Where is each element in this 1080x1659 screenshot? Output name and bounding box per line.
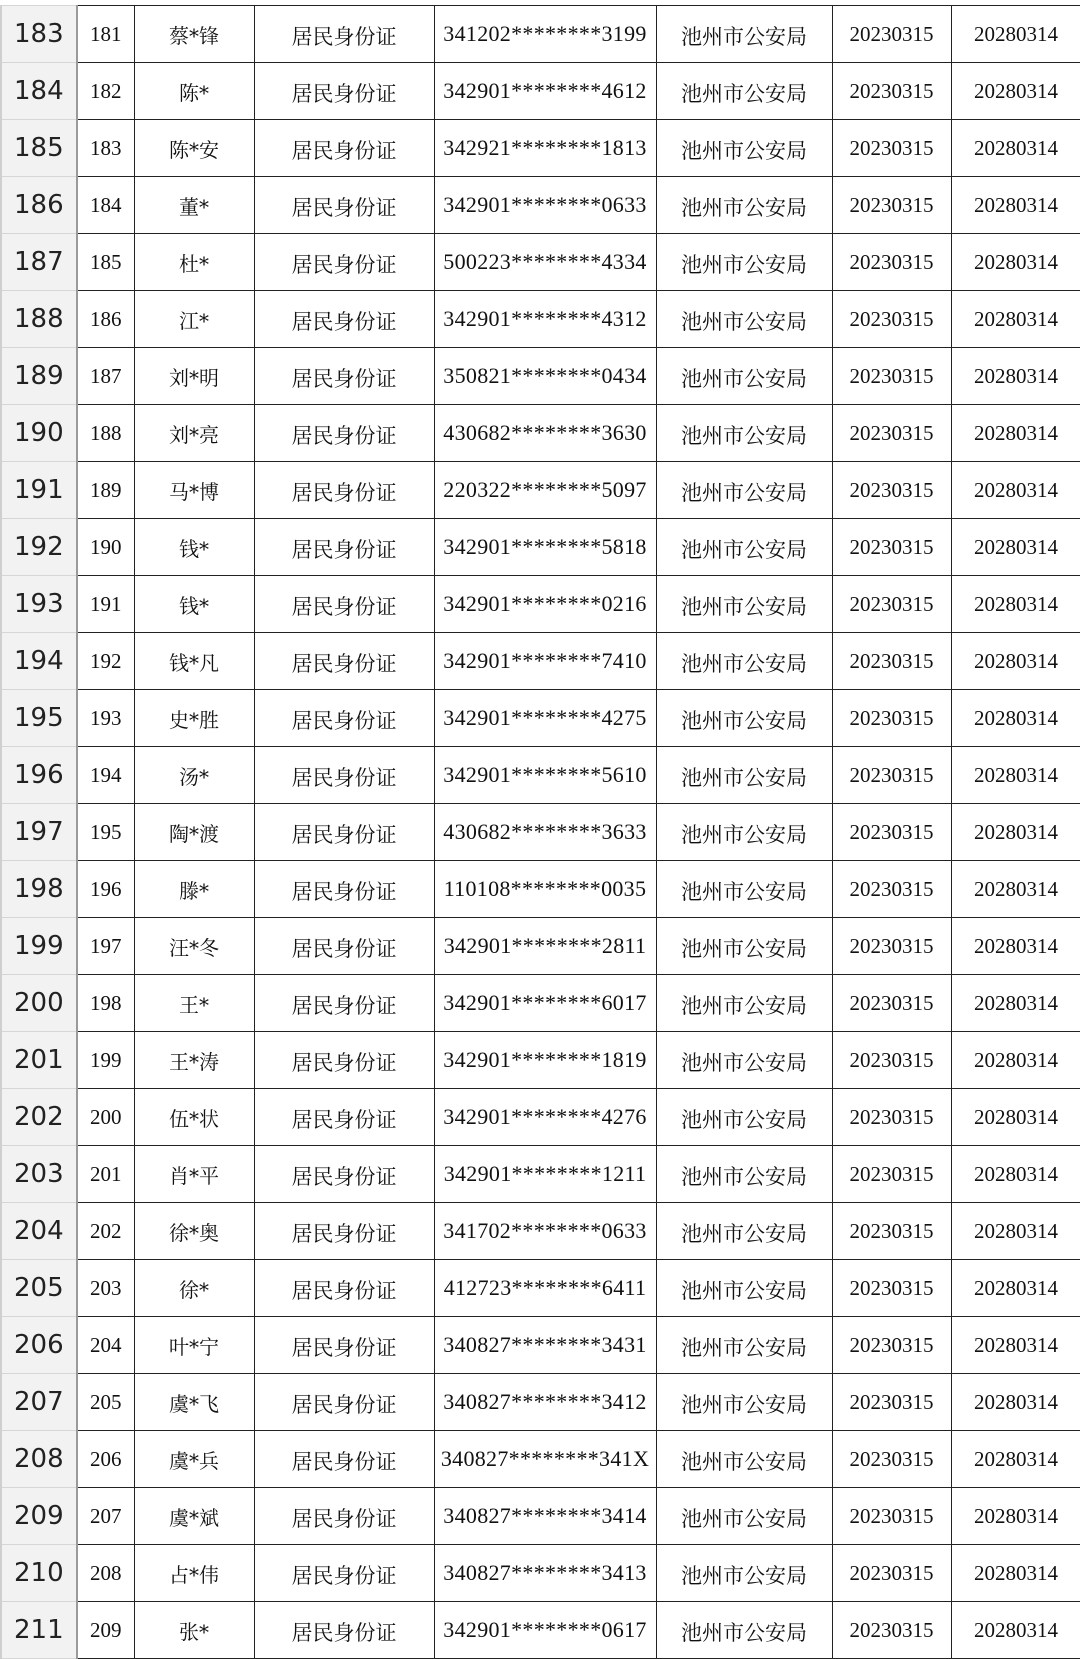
cell-document-type[interactable]: 居民身份证 [254,6,434,63]
cell-name[interactable]: 马*博 [134,462,254,519]
cell-name[interactable]: 江* [134,291,254,348]
cell-valid-from[interactable]: 20230315 [832,804,951,861]
cell-name[interactable]: 虞*飞 [134,1374,254,1431]
row-header-number[interactable]: 202 [1,1089,77,1146]
cell-valid-until[interactable]: 20280314 [951,6,1080,63]
cell-valid-from[interactable]: 20230315 [832,747,951,804]
cell-id-number[interactable]: 342901********4275 [434,690,656,747]
cell-seq-number[interactable]: 203 [77,1260,134,1317]
cell-seq-number[interactable]: 198 [77,975,134,1032]
cell-id-number[interactable]: 350821********0434 [434,348,656,405]
cell-document-type[interactable]: 居民身份证 [254,405,434,462]
cell-valid-until[interactable]: 20280314 [951,1032,1080,1089]
cell-issuing-authority[interactable]: 池州市公安局 [656,1431,832,1488]
cell-document-type[interactable]: 居民身份证 [254,1089,434,1146]
table-row [1,918,1080,975]
cell-issuing-authority[interactable]: 池州市公安局 [656,747,832,804]
cell-id-number[interactable]: 340827********3412 [434,1374,656,1431]
cell-name[interactable]: 陈* [134,63,254,120]
cell-seq-number[interactable]: 190 [77,519,134,576]
cell-id-number[interactable]: 342901********4276 [434,1089,656,1146]
cell-valid-from[interactable]: 20230315 [832,576,951,633]
row-header-number[interactable]: 198 [1,861,77,918]
cell-id-number[interactable]: 342901********0633 [434,177,656,234]
cell-valid-from[interactable]: 20230315 [832,690,951,747]
cell-name[interactable]: 史*胜 [134,690,254,747]
cell-name[interactable]: 刘*明 [134,348,254,405]
table-row [1,1317,1080,1374]
cell-seq-number[interactable]: 183 [77,120,134,177]
row-header-number[interactable]: 210 [1,1545,77,1602]
cell-valid-until[interactable]: 20280314 [951,1146,1080,1203]
row-header-number[interactable]: 203 [1,1146,77,1203]
cell-issuing-authority[interactable]: 池州市公安局 [656,1602,832,1659]
cell-valid-until[interactable]: 20280314 [951,576,1080,633]
cell-id-number[interactable]: 341202********3199 [434,6,656,63]
cell-valid-from[interactable]: 20230315 [832,405,951,462]
table-row [1,1488,1080,1545]
table-row [1,1032,1080,1089]
cell-seq-number[interactable]: 187 [77,348,134,405]
cell-valid-until[interactable]: 20280314 [951,1602,1080,1659]
row-header-number[interactable]: 186 [1,177,77,234]
cell-id-number[interactable]: 340827********3413 [434,1545,656,1602]
cell-document-type[interactable]: 居民身份证 [254,1374,434,1431]
table-row [1,177,1080,234]
cell-issuing-authority[interactable]: 池州市公安局 [656,1545,832,1602]
row-header-number[interactable]: 185 [1,120,77,177]
cell-document-type[interactable]: 居民身份证 [254,1203,434,1260]
row-header-number[interactable]: 204 [1,1203,77,1260]
cell-id-number[interactable]: 342901********0617 [434,1602,656,1659]
cell-issuing-authority[interactable]: 池州市公安局 [656,1146,832,1203]
cell-issuing-authority[interactable]: 池州市公安局 [656,1260,832,1317]
cell-document-type[interactable]: 居民身份证 [254,234,434,291]
row-header-number[interactable]: 194 [1,633,77,690]
cell-document-type[interactable]: 居民身份证 [254,1260,434,1317]
row-header-number[interactable]: 208 [1,1431,77,1488]
cell-issuing-authority[interactable]: 池州市公安局 [656,918,832,975]
row-header-number[interactable]: 206 [1,1317,77,1374]
cell-id-number[interactable]: 340827********3414 [434,1488,656,1545]
cell-name[interactable]: 钱*凡 [134,633,254,690]
cell-id-number[interactable]: 342901********4612 [434,63,656,120]
cell-seq-number[interactable]: 195 [77,804,134,861]
cell-issuing-authority[interactable]: 池州市公安局 [656,861,832,918]
table-row [1,1602,1080,1659]
cell-id-number[interactable]: 430682********3633 [434,804,656,861]
table-row [1,519,1080,576]
cell-name[interactable]: 汪*冬 [134,918,254,975]
table-row [1,1545,1080,1602]
cell-valid-from[interactable]: 20230315 [832,1146,951,1203]
cell-issuing-authority[interactable]: 池州市公安局 [656,1374,832,1431]
cell-name[interactable]: 张* [134,1602,254,1659]
cell-id-number[interactable]: 342901********5818 [434,519,656,576]
cell-valid-until[interactable]: 20280314 [951,120,1080,177]
row-header-number[interactable]: 197 [1,804,77,861]
cell-valid-from[interactable]: 20230315 [832,120,951,177]
cell-name[interactable]: 肖*平 [134,1146,254,1203]
cell-name[interactable]: 陈*安 [134,120,254,177]
row-header-number[interactable]: 193 [1,576,77,633]
cell-issuing-authority[interactable]: 池州市公安局 [656,348,832,405]
cell-name[interactable]: 伍*状 [134,1089,254,1146]
cell-document-type[interactable]: 居民身份证 [254,1431,434,1488]
cell-issuing-authority[interactable]: 池州市公安局 [656,519,832,576]
row-header-number[interactable]: 196 [1,747,77,804]
cell-valid-from[interactable]: 20230315 [832,1089,951,1146]
cell-name[interactable]: 王* [134,975,254,1032]
cell-document-type[interactable]: 居民身份证 [254,1545,434,1602]
cell-name[interactable]: 汤* [134,747,254,804]
cell-issuing-authority[interactable]: 池州市公安局 [656,405,832,462]
cell-seq-number[interactable]: 208 [77,1545,134,1602]
cell-valid-until[interactable]: 20280314 [951,1260,1080,1317]
table-row [1,120,1080,177]
cell-document-type[interactable]: 居民身份证 [254,291,434,348]
cell-name[interactable]: 陶*渡 [134,804,254,861]
cell-valid-until[interactable]: 20280314 [951,918,1080,975]
cell-valid-from[interactable]: 20230315 [832,861,951,918]
cell-seq-number[interactable]: 202 [77,1203,134,1260]
cell-document-type[interactable]: 居民身份证 [254,1317,434,1374]
row-header-number[interactable]: 207 [1,1374,77,1431]
cell-seq-number[interactable]: 206 [77,1431,134,1488]
cell-valid-until[interactable]: 20280314 [951,348,1080,405]
cell-seq-number[interactable]: 209 [77,1602,134,1659]
cell-id-number[interactable]: 342901********1819 [434,1032,656,1089]
cell-seq-number[interactable]: 200 [77,1089,134,1146]
cell-valid-until[interactable]: 20280314 [951,462,1080,519]
row-header-number[interactable]: 209 [1,1488,77,1545]
cell-document-type[interactable]: 居民身份证 [254,1032,434,1089]
cell-valid-from[interactable]: 20230315 [832,1374,951,1431]
cell-document-type[interactable]: 居民身份证 [254,1146,434,1203]
table-row [1,1089,1080,1146]
cell-name[interactable]: 滕* [134,861,254,918]
row-header-number[interactable]: 187 [1,234,77,291]
table-row [1,348,1080,405]
cell-issuing-authority[interactable]: 池州市公安局 [656,291,832,348]
cell-id-number[interactable]: 342901********2811 [434,918,656,975]
cell-valid-until[interactable]: 20280314 [951,804,1080,861]
cell-id-number[interactable]: 220322********5097 [434,462,656,519]
cell-seq-number[interactable]: 197 [77,918,134,975]
cell-valid-from[interactable]: 20230315 [832,1203,951,1260]
cell-id-number[interactable]: 342901********0216 [434,576,656,633]
table-row [1,1146,1080,1203]
table-row [1,1374,1080,1431]
cell-id-number[interactable]: 340827********3431 [434,1317,656,1374]
cell-issuing-authority[interactable]: 池州市公安局 [656,63,832,120]
table-row [1,747,1080,804]
cell-issuing-authority[interactable]: 池州市公安局 [656,633,832,690]
cell-issuing-authority[interactable]: 池州市公安局 [656,1089,832,1146]
cell-valid-until[interactable]: 20280314 [951,1374,1080,1431]
cell-issuing-authority[interactable]: 池州市公安局 [656,1032,832,1089]
cell-valid-until[interactable]: 20280314 [951,1545,1080,1602]
cell-valid-until[interactable]: 20280314 [951,1431,1080,1488]
cell-name[interactable]: 叶*宁 [134,1317,254,1374]
row-header-number[interactable]: 192 [1,519,77,576]
cell-id-number[interactable]: 342901********7410 [434,633,656,690]
cell-seq-number[interactable]: 186 [77,291,134,348]
cell-valid-from[interactable]: 20230315 [832,519,951,576]
cell-id-number[interactable]: 341702********0633 [434,1203,656,1260]
cell-valid-from[interactable]: 20230315 [832,6,951,63]
table-row [1,804,1080,861]
cell-seq-number[interactable]: 194 [77,747,134,804]
cell-document-type[interactable]: 居民身份证 [254,576,434,633]
cell-valid-until[interactable]: 20280314 [951,405,1080,462]
cell-seq-number[interactable]: 189 [77,462,134,519]
cell-seq-number[interactable]: 199 [77,1032,134,1089]
row-header-number[interactable]: 195 [1,690,77,747]
cell-name[interactable]: 徐*奥 [134,1203,254,1260]
cell-issuing-authority[interactable]: 池州市公安局 [656,1203,832,1260]
row-header-number[interactable]: 188 [1,291,77,348]
cell-document-type[interactable]: 居民身份证 [254,63,434,120]
cell-valid-from[interactable]: 20230315 [832,177,951,234]
cell-name[interactable]: 占*伟 [134,1545,254,1602]
cell-issuing-authority[interactable]: 池州市公安局 [656,1488,832,1545]
cell-valid-from[interactable]: 20230315 [832,1317,951,1374]
cell-valid-until[interactable]: 20280314 [951,63,1080,120]
cell-name[interactable]: 钱* [134,576,254,633]
cell-name[interactable]: 蔡*锋 [134,6,254,63]
cell-valid-until[interactable]: 20280314 [951,747,1080,804]
row-header-number[interactable]: 205 [1,1260,77,1317]
row-header-number[interactable]: 184 [1,63,77,120]
cell-document-type[interactable]: 居民身份证 [254,918,434,975]
cell-name[interactable]: 董* [134,177,254,234]
cell-valid-until[interactable]: 20280314 [951,177,1080,234]
row-header-number[interactable]: 211 [1,1602,77,1659]
cell-id-number[interactable]: 342901********5610 [434,747,656,804]
cell-id-number[interactable]: 342921********1813 [434,120,656,177]
cell-document-type[interactable]: 居民身份证 [254,120,434,177]
cell-issuing-authority[interactable]: 池州市公安局 [656,690,832,747]
cell-id-number[interactable]: 342901********6017 [434,975,656,1032]
cell-id-number[interactable]: 110108********0035 [434,861,656,918]
cell-document-type[interactable]: 居民身份证 [254,975,434,1032]
cell-valid-from[interactable]: 20230315 [832,1431,951,1488]
table-row [1,291,1080,348]
cell-valid-until[interactable]: 20280314 [951,1203,1080,1260]
cell-valid-until[interactable]: 20280314 [951,291,1080,348]
cell-valid-from[interactable]: 20230315 [832,348,951,405]
cell-valid-from[interactable]: 20230315 [832,1032,951,1089]
cell-valid-from[interactable]: 20230315 [832,462,951,519]
row-header-number[interactable]: 190 [1,405,77,462]
cell-id-number[interactable]: 412723********6411 [434,1260,656,1317]
cell-name[interactable]: 虞*兵 [134,1431,254,1488]
table-row [1,234,1080,291]
cell-issuing-authority[interactable]: 池州市公安局 [656,462,832,519]
cell-name[interactable]: 刘*亮 [134,405,254,462]
cell-seq-number[interactable]: 182 [77,63,134,120]
cell-document-type[interactable]: 居民身份证 [254,348,434,405]
table-row [1,633,1080,690]
table-row [1,63,1080,120]
cell-document-type[interactable]: 居民身份证 [254,804,434,861]
cell-seq-number[interactable]: 192 [77,633,134,690]
cell-valid-until[interactable]: 20280314 [951,633,1080,690]
cell-valid-from[interactable]: 20230315 [832,633,951,690]
cell-document-type[interactable]: 居民身份证 [254,633,434,690]
table-row [1,576,1080,633]
cell-valid-from[interactable]: 20230315 [832,975,951,1032]
cell-valid-from[interactable]: 20230315 [832,1602,951,1659]
cell-valid-until[interactable]: 20280314 [951,1089,1080,1146]
id-records-table [0,5,1080,1659]
cell-issuing-authority[interactable]: 池州市公安局 [656,120,832,177]
table-row [1,1203,1080,1260]
cell-valid-until[interactable]: 20280314 [951,975,1080,1032]
cell-document-type[interactable]: 居民身份证 [254,519,434,576]
cell-id-number[interactable]: 500223********4334 [434,234,656,291]
cell-valid-until[interactable]: 20280314 [951,1317,1080,1374]
cell-document-type[interactable]: 居民身份证 [254,1488,434,1545]
cell-seq-number[interactable]: 207 [77,1488,134,1545]
cell-id-number[interactable]: 342901********1211 [434,1146,656,1203]
cell-valid-until[interactable]: 20280314 [951,861,1080,918]
table-row [1,6,1080,63]
cell-issuing-authority[interactable]: 池州市公安局 [656,804,832,861]
cell-valid-from[interactable]: 20230315 [832,1488,951,1545]
cell-issuing-authority[interactable]: 池州市公安局 [656,576,832,633]
cell-document-type[interactable]: 居民身份证 [254,177,434,234]
cell-document-type[interactable]: 居民身份证 [254,690,434,747]
cell-name[interactable]: 王*涛 [134,1032,254,1089]
cell-seq-number[interactable]: 201 [77,1146,134,1203]
cell-name[interactable]: 徐* [134,1260,254,1317]
table-row [1,975,1080,1032]
cell-valid-from[interactable]: 20230315 [832,1545,951,1602]
cell-valid-until[interactable]: 20280314 [951,1488,1080,1545]
cell-name[interactable]: 虞*斌 [134,1488,254,1545]
cell-seq-number[interactable]: 205 [77,1374,134,1431]
cell-valid-from[interactable]: 20230315 [832,63,951,120]
row-header-number[interactable]: 199 [1,918,77,975]
cell-valid-until[interactable]: 20280314 [951,690,1080,747]
cell-seq-number[interactable]: 185 [77,234,134,291]
cell-document-type[interactable]: 居民身份证 [254,462,434,519]
cell-id-number[interactable]: 340827********341X [434,1431,656,1488]
cell-valid-until[interactable]: 20280314 [951,519,1080,576]
table-row [1,405,1080,462]
cell-seq-number[interactable]: 191 [77,576,134,633]
row-header-number[interactable]: 201 [1,1032,77,1089]
cell-document-type[interactable]: 居民身份证 [254,861,434,918]
cell-seq-number[interactable]: 188 [77,405,134,462]
cell-issuing-authority[interactable]: 池州市公安局 [656,6,832,63]
cell-seq-number[interactable]: 181 [77,6,134,63]
cell-valid-until[interactable]: 20280314 [951,234,1080,291]
table-row [1,462,1080,519]
cell-issuing-authority[interactable]: 池州市公安局 [656,1317,832,1374]
cell-valid-from[interactable]: 20230315 [832,291,951,348]
cell-id-number[interactable]: 342901********4312 [434,291,656,348]
cell-seq-number[interactable]: 184 [77,177,134,234]
cell-document-type[interactable]: 居民身份证 [254,747,434,804]
row-header-number[interactable]: 191 [1,462,77,519]
cell-valid-from[interactable]: 20230315 [832,234,951,291]
table-row [1,1431,1080,1488]
cell-seq-number[interactable]: 204 [77,1317,134,1374]
cell-seq-number[interactable]: 196 [77,861,134,918]
cell-valid-from[interactable]: 20230315 [832,918,951,975]
table-body [1,6,1080,1659]
table-row [1,861,1080,918]
table-row [1,1260,1080,1317]
cell-valid-from[interactable]: 20230315 [832,1260,951,1317]
cell-issuing-authority[interactable]: 池州市公安局 [656,177,832,234]
row-header-number[interactable]: 183 [1,6,77,63]
cell-name[interactable]: 钱* [134,519,254,576]
cell-document-type[interactable]: 居民身份证 [254,1602,434,1659]
cell-seq-number[interactable]: 193 [77,690,134,747]
cell-id-number[interactable]: 430682********3630 [434,405,656,462]
cell-name[interactable]: 杜* [134,234,254,291]
table-row [1,690,1080,747]
row-header-number[interactable]: 200 [1,975,77,1032]
row-header-number[interactable]: 189 [1,348,77,405]
cell-issuing-authority[interactable]: 池州市公安局 [656,975,832,1032]
cell-issuing-authority[interactable]: 池州市公安局 [656,234,832,291]
